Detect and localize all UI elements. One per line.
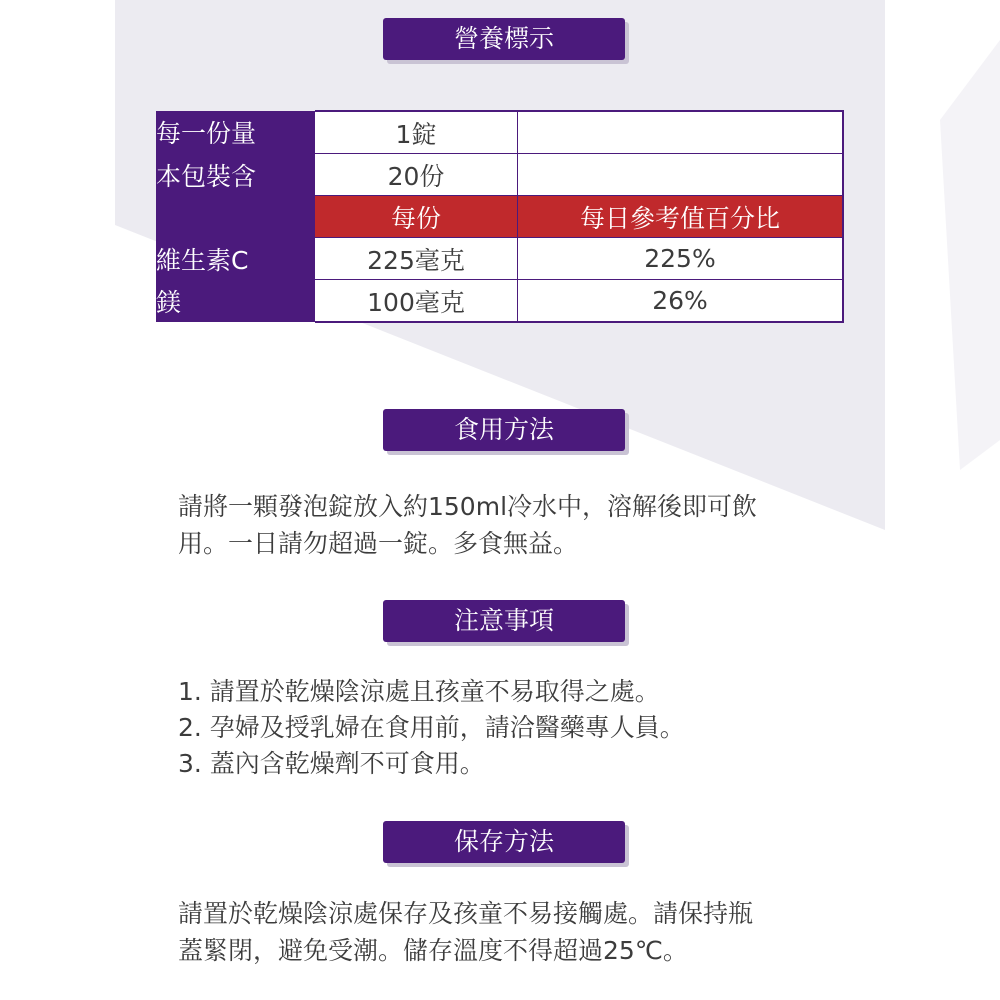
per-serving-cell: 20份 [315,154,518,196]
usage-title: 食用方法 [383,409,625,451]
row-label [156,196,315,238]
caution-list [178,674,685,782]
storage-line: 蓋緊閉，避免受潮。儲存溫度不得超過25℃。 [178,936,688,965]
table-row [156,154,843,196]
usage-line: 請將一顆發泡錠放入約150ml冷水中，溶解後即可飲 [178,492,758,521]
per-serving-cell: 225毫克 [315,238,518,280]
per-serving-header: 每份 [315,196,518,238]
daily-value-cell [518,111,844,154]
daily-value-header: 每日參考值百分比 [518,196,844,238]
usage-line: 用。一日請勿超過一錠。多食無益。 [178,529,579,558]
table-header-row [156,196,843,238]
daily-value-cell [518,154,844,196]
nutrition-title: 營養標示 [383,18,625,60]
row-label: 本包裝含 [156,154,315,196]
row-label: 維生素C [156,238,315,280]
table-row [156,280,843,323]
caution-title: 注意事項 [383,600,625,642]
row-label: 每一份量 [156,111,315,154]
list-item: 3. 蓋內含乾燥劑不可食用。 [178,749,485,778]
daily-value-cell: 26% [518,280,844,323]
nutrition-table [156,110,844,323]
storage-text [178,895,838,969]
per-serving-cell: 1錠 [315,111,518,154]
daily-value-cell: 225% [518,238,844,280]
table-row [156,111,843,154]
list-item: 1. 請置於乾燥陰涼處且孩童不易取得之處。 [178,677,660,706]
row-label: 鎂 [156,280,315,323]
storage-line: 請置於乾燥陰涼處保存及孩童不易接觸處。請保持瓶 [178,899,754,928]
usage-text [178,488,838,562]
storage-title: 保存方法 [383,821,625,863]
per-serving-cell: 100毫克 [315,280,518,323]
list-item: 2. 孕婦及授乳婦在食用前，請洽醫藥專人員。 [178,713,685,742]
table-row [156,238,843,280]
